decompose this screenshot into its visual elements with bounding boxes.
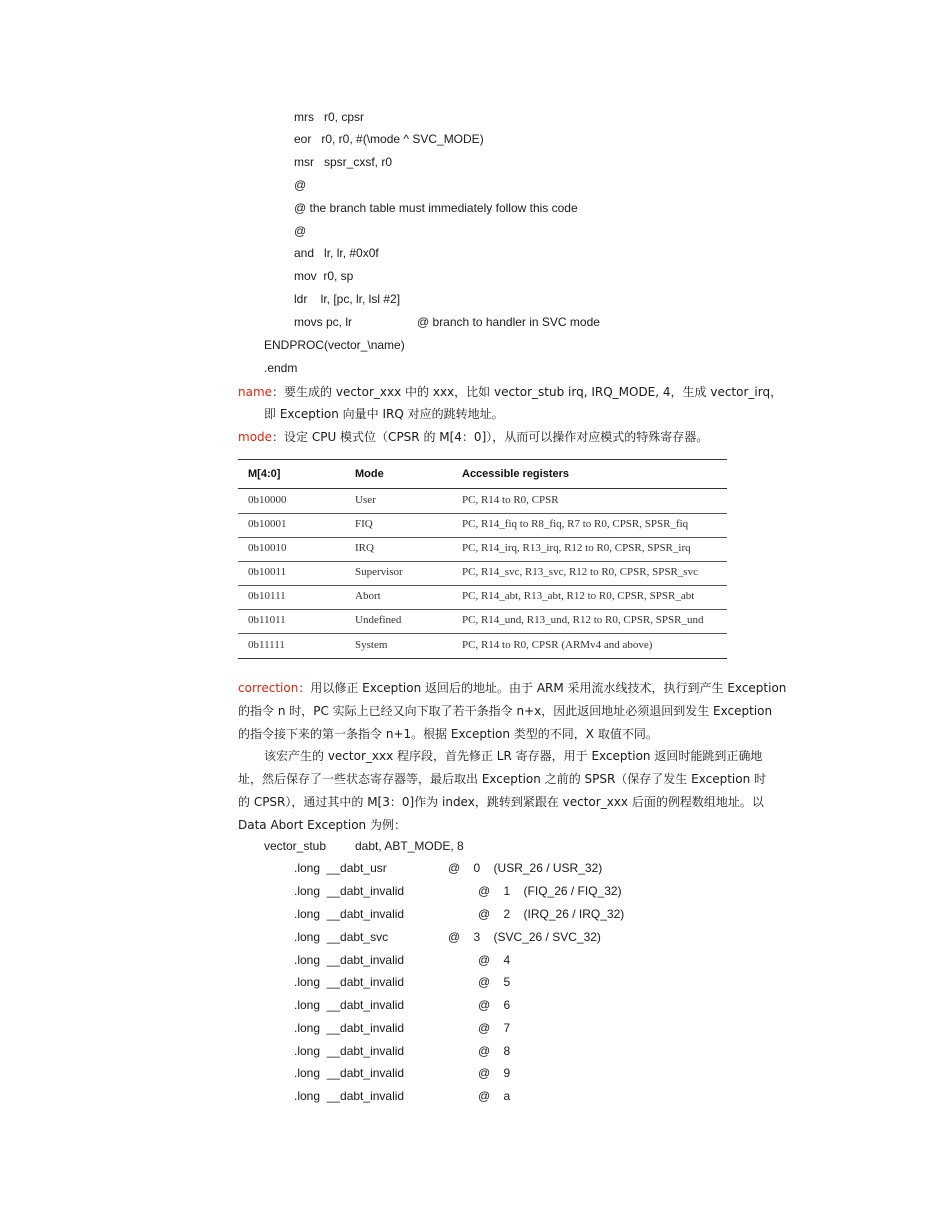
long-comment: @ 5 [478,975,511,989]
code-line: eor r0, r0, #(\mode ^ SVC_MODE) [294,132,484,146]
table-header: Mode [355,468,384,480]
long-label: .long __dabt_invalid [294,953,405,967]
table-cell: 0b11111 [248,639,285,651]
keyword-correction: correction [238,681,299,695]
paragraph-text: ：要生成的 vector_xxx 中的 xxx，比如 vector_stub irq, IRQ_MODE, 4，生成 vector_irq， [272,385,783,399]
long-label: .long __dabt_invalid [294,1089,405,1103]
long-comment: @ 7 [478,1021,511,1035]
code-line: @ [294,178,307,192]
macro-name: vector_stub [264,839,327,853]
long-comment: @ 3 (SVC_26 / SVC_32) [448,930,601,944]
code-line: and lr, lr, #0x0f [294,246,379,260]
long-label: .long __dabt_invalid [294,998,405,1012]
paragraph-text: 址，然后保存了一些状态寄存器等，最后取出 Exception 之前的 SPSR（保存了发生 Exception 时 [238,772,766,786]
long-label: .long __dabt_invalid [294,975,405,989]
long-label: .long __dabt_invalid [294,1044,405,1058]
code-line: @ the branch table must immediately follow this code [294,201,578,215]
endm-line: .endm [264,361,298,375]
table-cell: PC, R14 to R0, CPSR (ARMv4 and above) [462,639,653,651]
long-label: .long __dabt_svc [294,930,389,944]
long-comment: @ 8 [478,1044,511,1058]
table-cell: PC, R14_svc, R13_svc, R12 to R0, CPSR, SPSR_svc [462,566,698,578]
table-cell: 0b10001 [248,518,287,530]
long-comment: @ 2 (IRQ_26 / IRQ_32) [478,907,625,921]
long-comment: @ 9 [478,1066,511,1080]
table-cell: PC, R14_und, R13_und, R12 to R0, CPSR, SPSR_und [462,614,704,626]
long-label: .long __dabt_invalid [294,1066,405,1080]
table-header: Accessible registers [462,468,570,480]
code-line: ldr lr, [pc, lr, lsl #2] [294,292,401,306]
table-cell: PC, R14_irq, R13_irq, R12 to R0, CPSR, SPSR_irq [462,542,691,554]
table-cell: Undefined [355,614,402,626]
table-cell: 0b11011 [248,614,286,626]
long-comment: @ 4 [478,953,511,967]
paragraph-text: 即 Exception 向量中 IRQ 对应的跳转地址。 [264,407,504,421]
macro-args: dabt, ABT_MODE, 8 [355,839,464,853]
long-label: .long __dabt_invalid [294,907,405,921]
code-comment: @ branch to handler in SVC mode [417,315,600,329]
long-comment: @ 1 (FIQ_26 / FIQ_32) [478,884,622,898]
long-label: .long __dabt_invalid [294,1021,405,1035]
long-comment: @ a [478,1089,511,1103]
paragraph-text: Data Abort Exception 为例： [238,818,406,832]
table-cell: 0b10000 [248,494,287,506]
endproc-line: ENDPROC(vector_\name) [264,338,405,352]
table-cell: FIQ [355,518,373,530]
paragraph-text: ：用以修正 Exception 返回后的地址。由于 ARM 采用流水线技术，执行到产生 Exception [298,681,787,695]
table-header: M[4:0] [248,468,281,480]
paragraph-text: 的 CPSR），通过其中的 M[3：0]作为 index，跳转到紧跟在 vector_xxx 后面的例程数组地址。以 [238,795,764,809]
long-comment: @ 6 [478,998,511,1012]
keyword-name: name [238,385,273,399]
table-cell: 0b10011 [248,566,287,578]
table-cell: PC, R14_fiq to R8_fiq, R7 to R0, CPSR, SPSR_fiq [462,518,689,530]
code-line: mov r0, sp [294,269,354,283]
table-cell: Supervisor [355,566,403,578]
table-cell: 0b10010 [248,542,287,554]
long-label: .long __dabt_usr [294,861,387,875]
code-line: @ [294,224,307,238]
table-cell: 0b10111 [248,590,286,602]
code-line: msr spsr_cxsf, r0 [294,155,393,169]
long-comment: @ 0 (USR_26 / USR_32) [448,861,603,875]
paragraph-text: ：设定 CPU 模式位（CPSR 的 M[4：0]），从而可以操作对应模式的特殊寄存器。 [272,430,709,444]
table-cell: PC, R14_abt, R13_abt, R12 to R0, CPSR, SPSR_abt [462,590,695,602]
table-cell: User [355,494,376,506]
table-cell: IRQ [355,542,374,554]
code-line-movs: movs pc, lr [294,315,353,329]
code-line: mrs r0, cpsr [294,110,365,124]
table-cell: PC, R14 to R0, CPSR [462,494,559,506]
table-cell: Abort [355,590,381,602]
paragraph-text: 的指令接下来的第一条指令 n+1。根据 Exception 类型的不同，X 取值不同。 [238,727,658,741]
table-cell: System [355,639,388,651]
paragraph-text: 该宏产生的 vector_xxx 程序段，首先修正 LR 寄存器，用于 Exception 返回时能跳到正确地 [264,749,763,763]
keyword-mode: mode [238,430,273,444]
long-label: .long __dabt_invalid [294,884,405,898]
paragraph-text: 的指令 n 时，PC 实际上已经又向下取了若干条指令 n+x，因此返回地址必须退回到发生 Exception [238,704,773,718]
